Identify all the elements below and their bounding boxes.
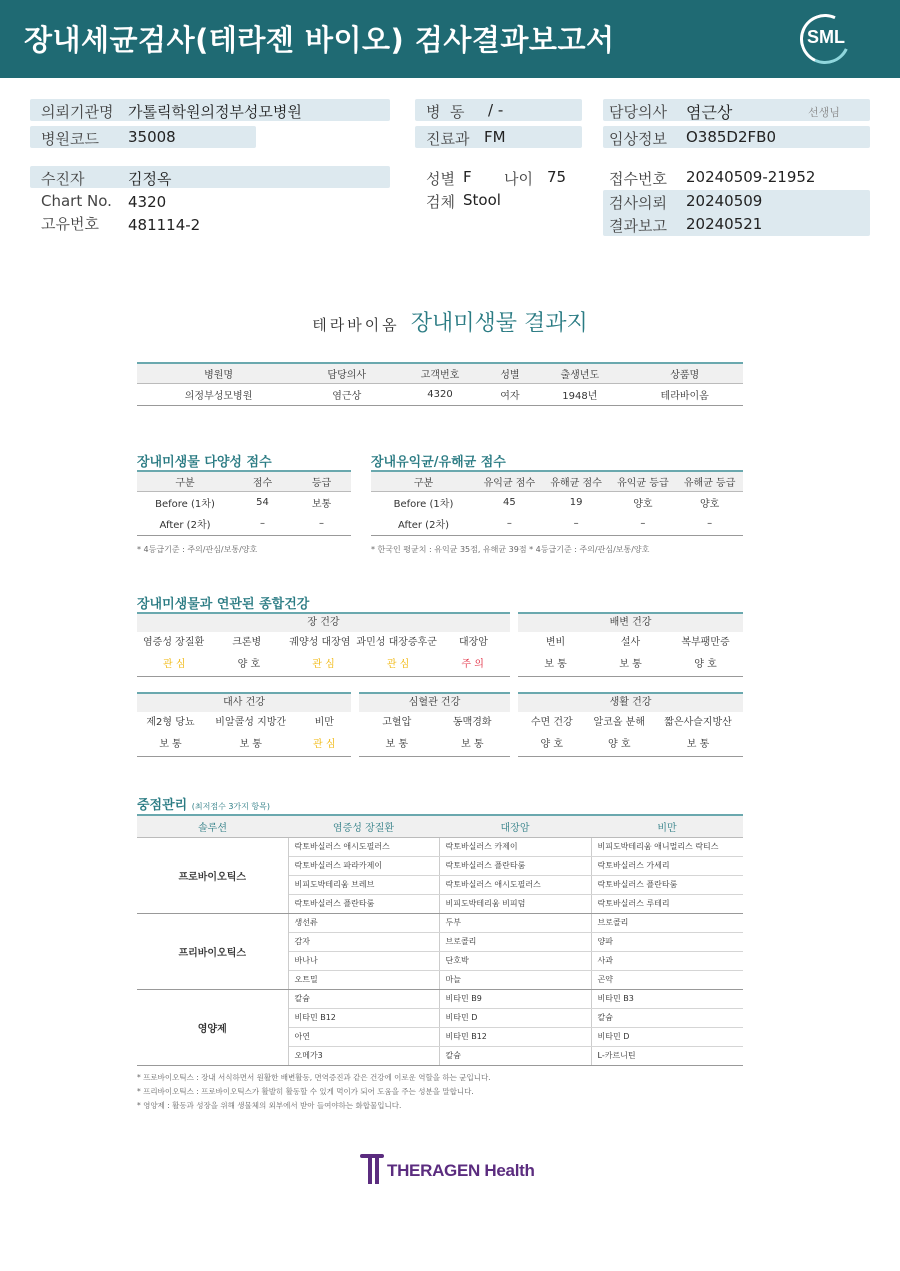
table-cell: – [476,513,543,535]
table-header: 유익균 점수 [476,471,543,491]
ward-label: 병 동 [426,103,465,121]
mark-top [360,1154,384,1158]
client-label: 의뢰기관명 [41,103,114,121]
age-label: 나이 [504,170,533,188]
table-cell: 1948년 [533,383,626,405]
table-cell: 비타민 B12 [288,1008,439,1027]
age-value: 75 [547,168,567,186]
table-cell: – [233,513,292,535]
theragen-wordmark: THERAGEN Health [387,1161,535,1180]
doctor-value: 염근상 [686,103,733,122]
chart-label: Chart No. [41,192,112,210]
health-value: 보 통 [239,739,262,750]
name-value: 김정옥 [128,170,172,188]
theragen-mark-icon [360,1154,384,1184]
hospcode-value: 35008 [128,128,176,146]
group-header: 생활 건강 [518,692,743,712]
item-row [518,712,743,734]
table-header: 고객번호 [393,363,486,383]
dept-value: FM [484,128,506,146]
solution-category: 프로바이오틱스 [137,837,288,913]
report-date-label: 결과보고 [609,217,667,235]
table-cell: 생선류 [288,913,439,932]
table-cell: Before (1차) [155,498,215,510]
table-cell: 45 [503,496,516,508]
management-header-row [137,815,743,837]
health-item: 크론병 [232,637,262,648]
table-cell: 비피도박테리움 브레브 [288,875,439,894]
cardio-health-group [359,692,510,757]
table-header: 출생년도 [533,363,626,383]
table-cell: 락토바실러스 애시도필러스 [439,875,591,894]
table-cell: 의정부성모병원 [137,383,300,405]
table-header: 유해균 등급 [676,471,743,491]
value-row [518,654,743,677]
table-cell: After (2차) [137,513,233,535]
health-value: 양 호 [694,659,717,670]
health-item: 대장암 [458,637,488,648]
uid-value: 481114-2 [128,216,201,234]
table-cell: – [292,513,351,535]
footnotes [137,1071,491,1113]
specimen-value: Stool [463,191,501,209]
table-cell: 단호박 [439,951,591,970]
table-cell: 칼슘 [439,1046,591,1065]
value-row [137,734,351,757]
metabolic-health-group [137,692,351,757]
table-cell: 락토바실러스 애시도필러스 [288,837,439,856]
health-item: 알코올 분해 [593,717,645,728]
report-header-title: 장내세균검사(테라젠 바이오) 검사결과보고서 [24,23,615,57]
table-cell: 비피도박테리움 애니멀리스 락티스 [591,837,743,856]
table-cell: 오트밀 [288,970,439,989]
table-cell: 비피도박테리움 비피덤 [439,894,591,913]
table-cell: 양호 [633,498,653,510]
table-row [371,491,743,513]
table-cell: 칼슘 [288,989,439,1008]
table-header: 유해균 점수 [543,471,610,491]
table-cell: 양파 [591,932,743,951]
hospcode-label: 병원코드 [41,130,99,148]
table-cell: 사과 [591,951,743,970]
summary-header-row [137,363,743,383]
group-header: 심혈관 건강 [359,692,510,712]
ward-value: / - [488,101,504,119]
table-cell: 두부 [439,913,591,932]
benefit-title: 장내유익균/유해균 점수 [371,455,506,470]
management-title-main: 중점관리 [137,798,188,813]
management-table [137,814,743,1066]
client-value: 가톨릭학원의정부성모병원 [128,103,302,121]
health-value: 관 심 [163,659,186,670]
table-cell: 아연 [288,1027,439,1046]
table-row [137,837,743,856]
health-value: 관 심 [312,659,335,670]
sml-logo [800,14,852,64]
management-subtitle: (최저점수 3가지 항목) [191,802,271,811]
table-cell: Before (1차) [393,498,454,510]
health-value: 보 통 [385,739,408,750]
health-value: 보 통 [159,739,182,750]
value-row [359,734,510,757]
table-cell: 락토바실러스 카제이 [439,837,591,856]
health-item: 비알콜성 지방간 [215,717,287,728]
table-header: 구분 [137,471,233,491]
diversity-note: * 4등급기준 : 주의/관심/보통/양호 [137,545,258,554]
table-header: 병원명 [137,363,300,383]
table-header: 유익균 등급 [610,471,677,491]
health-value: 보 통 [619,659,642,670]
health-item: 동맥경화 [452,717,492,728]
health-item: 과민성 대장증후군 [356,637,437,648]
table-cell: 4320 [393,383,486,405]
table-cell: 비타민 B9 [439,989,591,1008]
doctor-suffix: 선생님 [808,106,840,119]
table-row [137,913,743,932]
mark-bar [368,1158,372,1184]
doctor-label: 담당의사 [609,103,667,121]
request-label: 검사의뢰 [609,194,667,212]
table-cell: 테라바이옴 [626,383,743,405]
report-title-main: 장내미생물 결과지 [410,311,588,336]
table-cell: After (2차) [371,513,476,535]
group-header: 장 건강 [137,612,510,632]
table-cell: – [676,513,743,535]
health-value: 관 심 [386,659,410,670]
table-header: 솔루션 [137,815,288,837]
solution-category: 영양제 [137,989,288,1065]
header-bar [0,0,900,78]
value-row [137,654,510,677]
table-cell: 락토바실러스 루테리 [591,894,743,913]
uid-label: 고유번호 [41,215,99,233]
diversity-title: 장내미생물 다양성 점수 [137,455,272,470]
footnote: * 프로바이오틱스 : 장내 서식하면서 원활한 배변활동, 면역증진과 같은 건강에 이로운 역할을 하는 균입니다. [137,1073,491,1082]
table-cell: 여자 [487,383,534,405]
life-health-group [518,692,743,757]
table-cell: 마늘 [439,970,591,989]
mark-bar [375,1158,379,1184]
gut-health-group [137,612,510,677]
table-header: 등급 [292,471,351,491]
dept-label: 진료과 [426,130,470,148]
chart-value: 4320 [128,193,167,211]
table-cell: 오메가3 [288,1046,439,1065]
table-row [137,513,351,535]
clinical-label: 임상정보 [609,130,667,148]
table-cell: 락토바실러스 플란타룸 [439,856,591,875]
group-header: 배변 건강 [518,612,743,632]
request-value: 20240509 [686,192,763,210]
solution-category: 프리바이오틱스 [137,913,288,989]
health-value: 주 의 [461,659,484,670]
clinical-value: O385D2FB0 [686,128,776,146]
health-value: 보 통 [544,659,567,670]
table-cell: 곤약 [591,970,743,989]
table-row [137,989,743,1008]
health-item: 변비 [545,637,566,648]
health-title: 장내미생물과 연관된 종합건강 [137,597,310,612]
table-row [371,513,743,535]
table-cell: 락토바실러스 플란타룸 [591,875,743,894]
table-cell: 비타민 B12 [439,1027,591,1046]
report-title-prefix: 테라바이옴 [312,316,400,334]
table-row [137,491,351,513]
sex-label: 성별 [426,170,455,188]
table-cell: 보통 [311,498,332,510]
report-title [0,306,900,337]
health-item: 염증성 장질환 [143,637,205,648]
table-cell: 비타민 B3 [591,989,743,1008]
table-cell: 락토바실러스 파라카제이 [288,856,439,875]
table-row [137,383,743,405]
table-cell: 양호 [699,498,720,510]
table-cell: 비타민 D [439,1008,591,1027]
diversity-header-row [137,471,351,491]
report-date-value: 20240521 [686,215,763,233]
table-header: 대장암 [439,815,591,837]
table-cell: 바나나 [288,951,439,970]
health-item: 제2형 당뇨 [146,717,195,728]
group-header: 대사 건강 [137,692,351,712]
diversity-table [137,470,351,536]
table-cell: – [610,513,677,535]
table-header: 구분 [371,471,476,491]
stool-health-group [518,612,743,677]
summary-table [137,362,743,406]
health-item: 비만 [314,717,334,728]
table-cell: 칼슘 [591,1008,743,1027]
table-header: 비만 [591,815,743,837]
table-header: 성별 [487,363,534,383]
health-value: 보 통 [461,739,484,750]
footnote: * 프리바이오틱스 : 프로바이오틱스가 활발히 활동할 수 있게 먹이가 되어 도움을 주는 성분을 말합니다. [137,1087,474,1096]
logo-text: SML [807,27,845,47]
table-cell: L-카르니틴 [591,1046,743,1065]
health-value: 보 통 [686,739,710,750]
health-item: 복부팽만증 [681,637,730,648]
table-cell: 락토바실러스 플란타룸 [288,894,439,913]
item-row [137,632,510,654]
table-cell: 감자 [288,932,439,951]
table-cell: 비타민 D [591,1027,743,1046]
health-value: 관 심 [313,739,336,750]
benefit-header-row [371,471,743,491]
receipt-value: 20240509-21952 [686,168,816,186]
table-header: 담당의사 [300,363,393,383]
value-row [518,734,743,757]
health-value: 양 호 [608,739,631,750]
table-header: 염증성 장질환 [288,815,439,837]
sex-value: F [463,168,472,186]
management-title [137,794,270,813]
table-cell: 브로콜리 [439,932,591,951]
health-item: 수면 건강 [530,717,573,728]
table-cell: 염근상 [300,383,393,405]
item-row [359,712,510,734]
specimen-label: 검체 [426,193,455,211]
benefit-table [371,470,743,536]
table-header: 점수 [233,471,292,491]
table-cell: 브로콜리 [591,913,743,932]
table-cell: 19 [569,496,583,508]
name-label: 수진자 [41,170,85,188]
health-value: 양 호 [540,739,563,750]
footnote: * 영양제 : 활동과 성장을 위해 생물체의 외부에서 받아 들여야하는 화합물입니다. [137,1101,402,1110]
table-cell: 락토바실러스 가세리 [591,856,743,875]
benefit-note: * 한국인 평균치 : 유익균 35점, 유해균 39점 * 4등급기준 : 주의/관심/보통/양호 [371,545,650,554]
item-row [518,632,743,654]
health-value: 양 호 [237,659,261,670]
health-item: 고혈압 [382,717,412,728]
receipt-label: 접수번호 [609,170,667,188]
table-cell: – [543,513,610,535]
health-item: 짧은사슬지방산 [664,717,732,728]
health-item: 설사 [620,637,641,648]
item-row [137,712,351,734]
table-cell: 54 [256,496,269,508]
table-header: 상품명 [626,363,743,383]
health-item: 궤양성 대장염 [289,637,351,648]
